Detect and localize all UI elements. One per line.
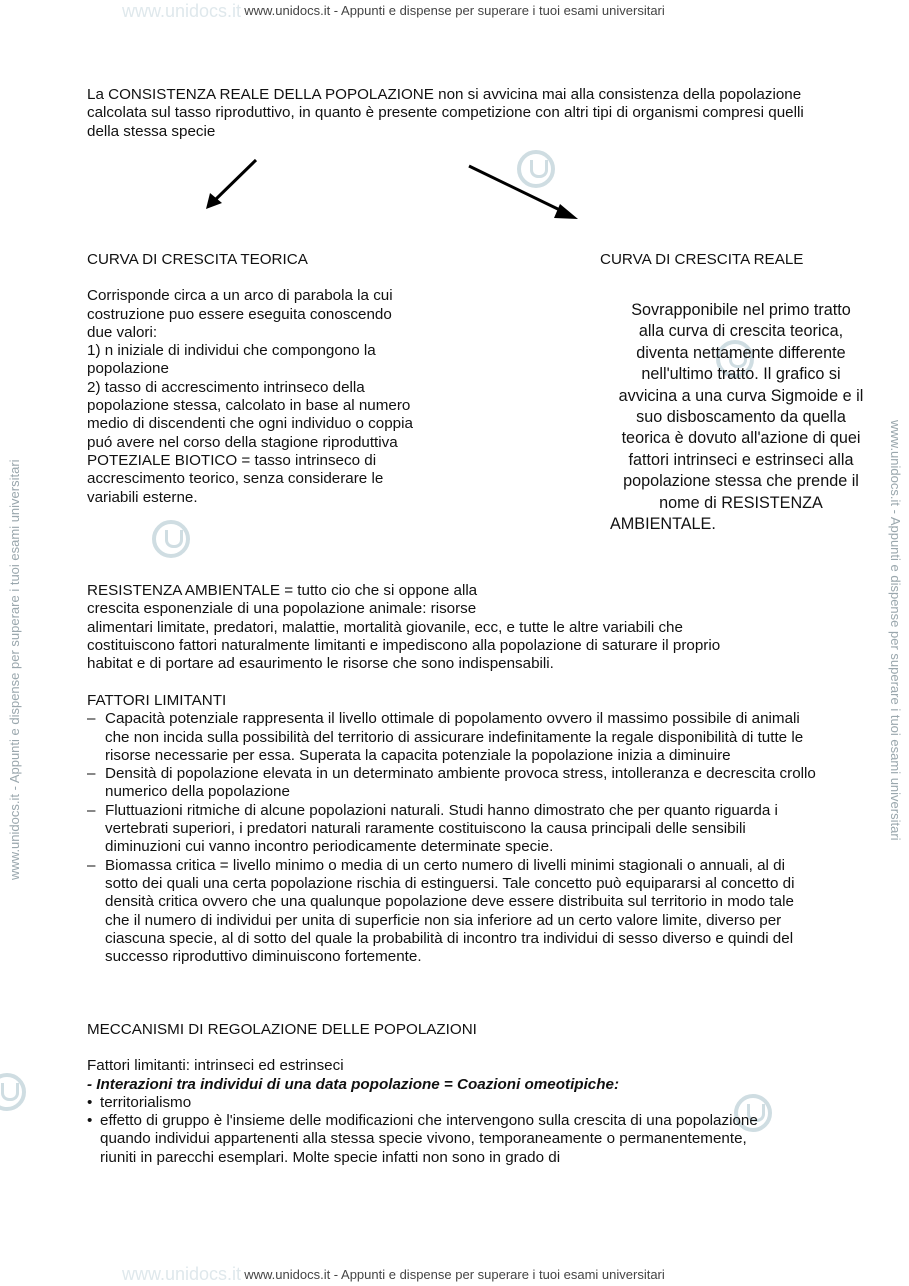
right-line: Sovrapponibile nel primo tratto — [631, 301, 851, 319]
ghost-watermark-bottom: www.unidocs.it — [122, 1264, 242, 1284]
list-item: – Fluttuazioni ritmiche di alcune popolazioni naturali. Studi hanno dimostrato che per quanto riguarda i vertebrati superiori, i predatori naturali raramente costituiscono la causa principali delle sensibili diminuzioni cui vanno incontro periodicamente determinate specie. — [87, 802, 817, 857]
intro-paragraph: La CONSISTENZA REALE DELLA POPOLAZIONE non si avvicina mai alla consistenza della popolazione calcolata sul tasso riproduttivo, in quanto è presente competizione con altri tipi di organismi compresi quelli della stessa specie — [87, 86, 804, 140]
watermark-logo-icon — [0, 1073, 26, 1111]
left-line: variabili esterne. — [87, 488, 198, 506]
left-line: POTEZIALE BIOTICO = tasso intrinseco di — [87, 451, 377, 469]
right-line: teorica è dovuto all'azione di quei — [621, 429, 861, 448]
meccanismi-intro: Fattori limitanti: intrinseci ed estrinseci — [87, 1057, 344, 1075]
resistenza-line: RESISTENZA AMBIENTALE = tutto cio che si oppone alla — [87, 582, 478, 599]
right-line: avvicina a una curva Sigmoide e il — [618, 386, 864, 405]
left-side-watermark: www.unidocs.it - Appunti e dispense per superare i tuoi esami universitari — [7, 459, 22, 880]
right-line: nell'ultimo tratto. Il grafico si — [641, 365, 841, 384]
fattori-list — [87, 710, 817, 966]
list-item: – Capacità potenziale rappresenta il livello ottimale di popolamento ovvero il massimo possibile di animali che non incida sulla possibilità del territorio di assicurare indefinitamente la regale disponibilità di tutte le risorse necessarie per essa. Superata la capacita potenziale la popolazione inizia a diminuire — [87, 710, 817, 765]
right-line: nome di RESISTENZA — [659, 493, 823, 512]
right-line: popolazione stessa che prende il — [623, 472, 859, 491]
list-item: – Densità di popolazione elevata in un determinato ambiente provoca stress, intolleranza e decrescita crollo numerico della popolazione — [87, 765, 817, 802]
right-line: diventa nettamente differente — [636, 343, 846, 362]
resistenza-line: habitat e di portare ad esaurimento le risorse che sono indispensabili. — [87, 655, 554, 673]
resistenza-ambientale-paragraph — [87, 582, 847, 673]
list-item: • effetto di gruppo è l'insieme delle modificazioni che intervengono sulla crescita di una popolazione quando individui appartenenti alla stessa specie vivono, temporaneamente o permanentemente, riuniti in parecchi esemplari. Molte specie infatti non sono in grado di — [87, 1112, 787, 1167]
resistenza-line: crescita esponenziale di una popolazione animale: risorse — [87, 600, 477, 618]
list-item: – Biomassa critica = livello minimo o media di un certo numero di livelli minimi stagionali o annuali, al di sotto dei quali una certa popolazione rischia di estinguersi. Tale concetto può equipararsi al concetto di densità critica ovvero che una qualunque popolazione deve essere distribuita sul territorio in modo tale che il numero di individui per unita di superficie non sia inferiore ad un certo valore limite, diverso per ciascuna specie, al di sotto del quale la probabilità di incontro tra individui di sesso diverso e quindi del successo riproduttivo diminuiscono fortemente. — [87, 857, 817, 967]
left-line: accrescimento teorico, senza considerare le — [87, 470, 384, 488]
real-curve-heading: CURVA DI CRESCITA REALE — [600, 251, 804, 268]
theoretical-curve-section — [87, 251, 467, 507]
right-line: fattori intrinseci e estrinseci alla — [628, 450, 854, 469]
meccanismi-heading: MECCANISMI DI REGOLAZIONE DELLE POPOLAZIONI — [87, 1021, 477, 1038]
arrow-right-icon — [464, 160, 584, 226]
theoretical-curve-heading: CURVA DI CRESCITA TEORICA — [87, 251, 308, 268]
real-curve-description — [596, 300, 886, 535]
ghost-watermark-top: www.unidocs.it — [122, 1, 242, 21]
right-line: alla curva di crescita teorica, — [638, 322, 844, 341]
resistenza-line: costituiscono fattori naturalmente limitanti e impediscono alla popolazione di saturare il proprio — [87, 636, 721, 654]
resistenza-line: alimentari limitate, predatori, malattie, mortalità giovanile, ecc, e tutte le altre variabili che — [87, 618, 683, 636]
left-line: 2) tasso di accrescimento intrinseco della — [87, 378, 365, 396]
left-line: due valori: — [87, 323, 158, 341]
meccanismi-list — [87, 1094, 787, 1167]
fattori-limitanti-heading: FATTORI LIMITANTI — [87, 692, 227, 709]
left-line: costruzione puo essere eseguita conoscendo — [87, 305, 392, 323]
header-watermark: www.unidocs.it - Appunti e dispense per superare i tuoi esami universitari — [244, 3, 665, 18]
list-item: • territorialismo — [87, 1094, 787, 1112]
fattori-limitanti-section — [87, 692, 817, 966]
left-line: popolazione — [87, 360, 169, 378]
left-line: 1) n iniziale di individui che compongono la — [87, 342, 376, 360]
arrow-left-icon — [200, 155, 264, 215]
right-line: suo disboscamento da quella — [636, 408, 846, 427]
meccanismi-subheading: - Interazioni tra individui di una data popolazione = Coazioni omeotipiche: — [87, 1075, 620, 1093]
meccanismi-section — [87, 1021, 787, 1167]
watermark-logo-icon — [152, 520, 190, 558]
left-line: puó avere nel corso della stagione riproduttiva — [87, 433, 398, 451]
right-side-watermark: www.unidocs.it - Appunti e dispense per superare i tuoi esami universitari — [888, 420, 903, 841]
left-line: Corrisponde circa a un arco di parabola la cui — [87, 287, 393, 305]
right-line: AMBIENTALE. — [610, 515, 716, 534]
left-line: medio di discendenti che ogni individuo o coppia — [87, 415, 413, 433]
left-line: popolazione stessa, calcolato in base al numero — [87, 397, 411, 415]
footer-watermark: www.unidocs.it - Appunti e dispense per superare i tuoi esami universitari — [244, 1267, 665, 1282]
